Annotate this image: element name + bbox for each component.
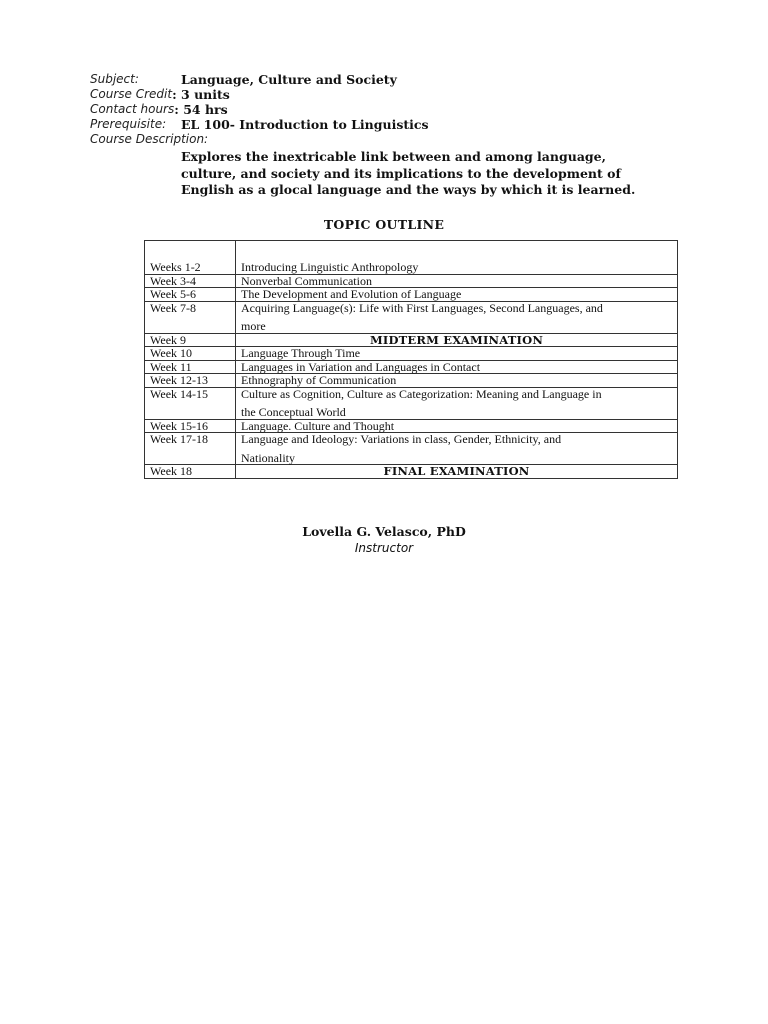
desc-label: Course Description: [90,132,209,146]
hours-value: : 54 hrs [174,102,228,117]
subject-value: Language, Culture and Society [181,72,397,87]
table-row [145,274,678,288]
subject-row [90,72,429,87]
table-row [145,333,678,347]
topic-text: Acquiring Language(s): Life with First Languages, Second Languages, and [241,300,603,315]
prereq-row [90,117,429,132]
week-cell: Week 12-13 [145,374,236,388]
topic-text: FINAL EXAMINATION [383,464,530,478]
outline-title: TOPIC OUTLINE [323,217,445,232]
topic-text: Language. Culture and Thought [241,418,395,433]
exam-cell [236,333,678,347]
blank-cell [145,241,236,262]
topic-cell [236,347,678,361]
table-row [145,433,678,465]
table-header-blank-row [145,241,678,262]
topic-cell [236,374,678,388]
topic-cell [236,261,678,274]
topic-text-continued: Nationality [241,450,295,465]
course-description: Explores the inextricable link between and among language, culture, and society and its implications to the development of English as a glocal language and the ways by which it is learned. [181,149,636,197]
course-info [90,72,429,147]
hours-row [90,102,429,117]
signature-block [0,524,768,556]
exam-cell [236,465,678,479]
week-cell: Week 7-8 [145,301,236,333]
prereq-label: Prerequisite: [90,117,167,131]
topic-text: Ethnography of Communication [241,373,397,387]
week-cell: Weeks 1-2 [145,261,236,274]
topic-text: The Development and Evolution of Language [241,287,462,301]
week-cell: Week 11 [145,360,236,374]
topic-cell [236,360,678,374]
table-row [145,288,678,302]
table-row [145,387,678,419]
topic-text: Introducing Linguistic Anthropology [241,260,419,274]
table-row [145,301,678,333]
topic-text-continued: more [241,319,266,333]
blank-cell [236,241,678,262]
credit-value: : 3 units [172,87,230,102]
topic-text: MIDTERM EXAMINATION [369,332,544,347]
week-cell: Week 18 [145,465,236,479]
week-cell: Week 3-4 [145,274,236,288]
topic-cell [236,387,678,419]
topic-text: Languages in Variation and Languages in Contact [241,359,481,374]
table-row [145,374,678,388]
week-cell: Week 5-6 [145,288,236,302]
topic-cell [236,288,678,302]
table-row [145,360,678,374]
subject-label: Subject: [90,72,139,86]
table-row [145,465,678,479]
topic-text: Language Through Time [241,346,361,360]
topic-cell [236,274,678,288]
week-cell: Week 9 [145,333,236,347]
table-row [145,347,678,361]
week-cell: Week 10 [145,347,236,361]
topic-outline-table [144,240,678,479]
instructor-title: Instructor [354,541,414,555]
desc-row [90,132,429,147]
topic-cell [236,301,678,333]
instructor-name: Lovella G. Velasco, PhD [302,524,466,539]
credit-label: Course Credit [90,87,173,101]
table-row [145,419,678,433]
topic-text-continued: the Conceptual World [241,405,346,419]
topic-text: Language and Ideology: Variations in class, Gender, Ethnicity, and [241,432,562,446]
table-row [145,261,678,274]
credit-row [90,87,429,102]
week-cell: Week 14-15 [145,387,236,419]
topic-cell [236,433,678,465]
hours-label: Contact hours [90,102,175,116]
week-cell: Week 17-18 [145,433,236,465]
topic-text: Nonverbal Communication [241,273,372,288]
prereq-value: EL 100- Introduction to Linguistics [181,117,429,132]
topic-text: Culture as Cognition, Culture as Categorization: Meaning and Language in [241,386,602,401]
week-cell: Week 15-16 [145,419,236,433]
topic-cell [236,419,678,433]
